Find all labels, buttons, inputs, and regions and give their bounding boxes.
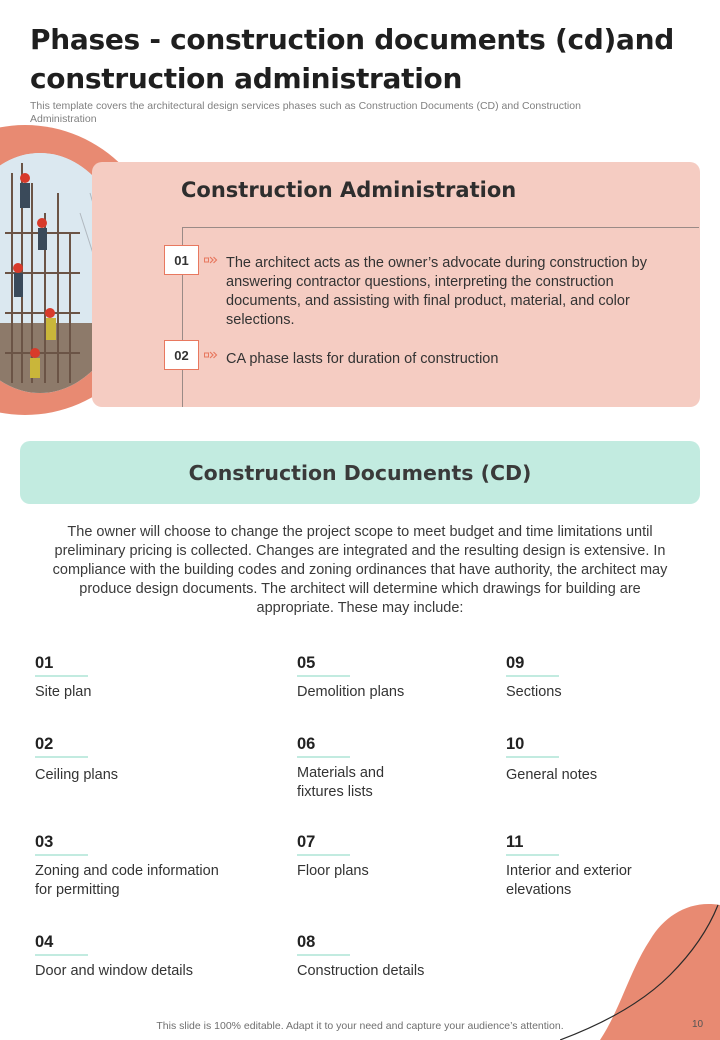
- construction-documents-description: The owner will choose to change the project scope to meet budget and time limitations until preliminary pricing is collected. Changes are integrated and the resulting design is extensive. In compliance with the building codes and zoning ordinances that have authority, the architect may produce design documents. The architect will determine which drawings for building are appropriate. These may include:: [52, 524, 668, 616]
- list-item: [297, 734, 407, 802]
- item-number: 02: [35, 734, 88, 758]
- item-label: Construction details: [297, 963, 425, 979]
- item-label: Demolition plans: [297, 684, 405, 700]
- list-item: [35, 932, 235, 981]
- item-number: 10: [506, 734, 559, 758]
- list-item: [297, 653, 497, 702]
- item-number: 08: [297, 932, 350, 956]
- item-number: 07: [297, 832, 350, 856]
- footer-note: This slide is 100% editable. Adapt it to your need and capture your audience’s attention.: [156, 1020, 564, 1032]
- item-number: 11: [506, 832, 559, 856]
- item-label: Sections: [506, 684, 562, 700]
- construction-documents-banner: [20, 441, 700, 504]
- list-item: [506, 832, 646, 900]
- item-number: 06: [297, 734, 350, 758]
- item-number: 01: [35, 653, 88, 677]
- list-item: [506, 653, 706, 702]
- item-label: Site plan: [35, 684, 92, 700]
- list-item: [506, 734, 706, 785]
- item-number: 09: [506, 653, 559, 677]
- ca-item-number: 02: [164, 340, 199, 370]
- list-item: [297, 832, 497, 881]
- list-item: [297, 932, 497, 981]
- item-label: Interior and exterior elevations: [506, 863, 632, 898]
- list-item: [35, 653, 235, 702]
- ca-item-text: The architect acts as the owner’s advocate during construction by answering contractor questions, interpreting the construction documents, and assisting with final product, material, and color selections.: [226, 255, 647, 328]
- item-label: Door and window details: [35, 963, 193, 979]
- item-label: Materials and fixtures lists: [297, 765, 385, 800]
- page-title: Phases - construction documents (cd)and construction administration: [30, 23, 674, 95]
- item-label: General notes: [506, 767, 598, 783]
- ca-item-number: 01: [164, 245, 199, 275]
- item-number: 03: [35, 832, 88, 856]
- divider: [182, 227, 699, 228]
- item-label: Ceiling plans: [35, 767, 119, 783]
- page-number: 10: [692, 1019, 704, 1030]
- item-label: Floor plans: [297, 863, 369, 879]
- list-item: [35, 734, 235, 785]
- list-item: [35, 832, 225, 900]
- double-chevron-icon: [204, 255, 218, 265]
- item-number: 04: [35, 932, 88, 956]
- page-subtitle: This template covers the architectural design services phases such as Construction Documents (CD) and Construction Administration: [30, 100, 581, 125]
- item-label: Zoning and code information for permitting: [35, 863, 219, 898]
- double-chevron-icon: [204, 350, 218, 360]
- construction-administration-heading: Construction Administration: [181, 178, 517, 202]
- construction-documents-heading: Construction Documents (CD): [188, 460, 532, 485]
- ca-item-text: CA phase lasts for duration of construction: [226, 351, 499, 367]
- item-number: 05: [297, 653, 350, 677]
